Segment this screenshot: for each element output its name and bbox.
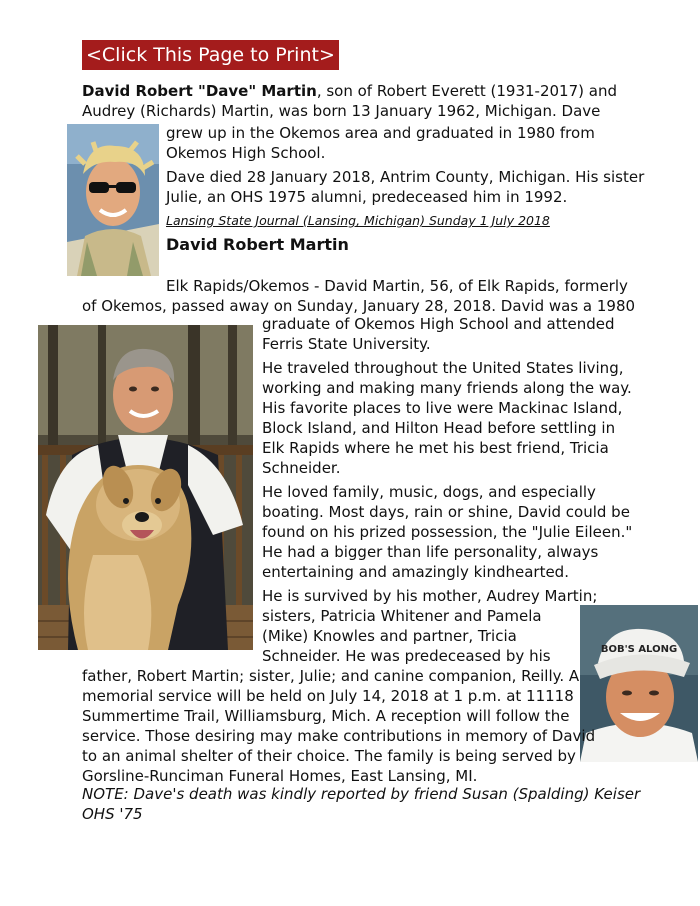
intro-parents: , son of Robert Everett (1931-2017) and — [316, 82, 617, 100]
article-line: He had a bigger than life personality, always — [262, 543, 599, 561]
note-line-2: OHS '75 — [82, 805, 143, 823]
print-page-button[interactable]: <Click This Page to Print> — [82, 40, 339, 70]
article-line: Gorsline-Runciman Funeral Homes, East Lansing, MI. — [82, 767, 478, 785]
source-citation: Lansing State Journal (Lansing, Michigan) Sunday 1 July 2018 — [166, 213, 550, 228]
intro-line-4: Okemos High School. — [166, 144, 326, 162]
article-line: He loved family, music, dogs, and especially — [262, 483, 596, 501]
visor-text: BOB'S ALONG — [600, 644, 678, 655]
article-line: He is survived by his mother, Audrey Martin; — [262, 587, 598, 605]
article-line: graduate of Okemos High School and attended — [262, 315, 615, 333]
man-with-dog-photo — [38, 325, 253, 650]
article-line: Elk Rapids/Okemos - David Martin, 56, of Elk Rapids, formerly — [166, 277, 628, 295]
visor-portrait-photo — [580, 605, 698, 762]
death-line-1: Dave died 28 January 2018, Antrim County, Michigan. His sister — [166, 168, 645, 186]
article-line: Ferris State University. — [262, 335, 431, 353]
article-line: Block Island, and Hilton Head before settling in — [262, 419, 616, 437]
article-line: working and making many friends along the way. — [262, 379, 632, 397]
note-line-1: NOTE: Dave's death was kindly reported by friend Susan (Spalding) Keiser — [82, 785, 641, 803]
article-line: service. Those desiring may make contributions in memory of David — [82, 727, 596, 745]
article-line: Schneider. He was predeceased by his — [262, 647, 551, 665]
intro-line-3: grew up in the Okemos area and graduated in 1980 from — [166, 124, 595, 142]
article-line: Elk Rapids where he met his best friend, Tricia — [262, 439, 609, 457]
subject-name: David Robert "Dave" Martin — [82, 82, 317, 100]
article-line: (Mike) Knowles and partner, Tricia — [262, 627, 517, 645]
article-line: His favorite places to live were Mackinac Island, — [262, 399, 623, 417]
article-line: Schneider. — [262, 459, 341, 477]
article-line: father, Robert Martin; sister, Julie; and canine companion, Reilly. A — [82, 667, 580, 685]
intro-line-2: Audrey (Richards) Martin, was born 13 January 1962, Michigan. Dave — [82, 102, 601, 120]
article-title: David Robert Martin — [166, 235, 349, 254]
portrait-sunglasses-photo — [67, 124, 159, 276]
article-line: entertaining and amazingly kindhearted. — [262, 563, 569, 581]
article-line: boating. Most days, rain or shine, David could be — [262, 503, 630, 521]
death-line-2: Julie, an OHS 1975 alumni, predeceased him in 1992. — [166, 188, 568, 206]
article-line: sisters, Patricia Whitener and Pamela — [262, 607, 542, 625]
article-line: Summertime Trail, Williamsburg, Mich. A reception will follow the — [82, 707, 570, 725]
article-line: of Okemos, passed away on Sunday, January 28, 2018. David was a 1980 — [82, 297, 636, 315]
article-line: to an animal shelter of their choice. The family is being served by — [82, 747, 576, 765]
article-line: memorial service will be held on July 14, 2018 at 1 p.m. at 11118 — [82, 687, 574, 705]
article-line: He traveled throughout the United States living, — [262, 359, 624, 377]
intro-line-1 — [82, 81, 617, 101]
article-line: found on his prized possession, the "Julie Eileen." — [262, 523, 633, 541]
